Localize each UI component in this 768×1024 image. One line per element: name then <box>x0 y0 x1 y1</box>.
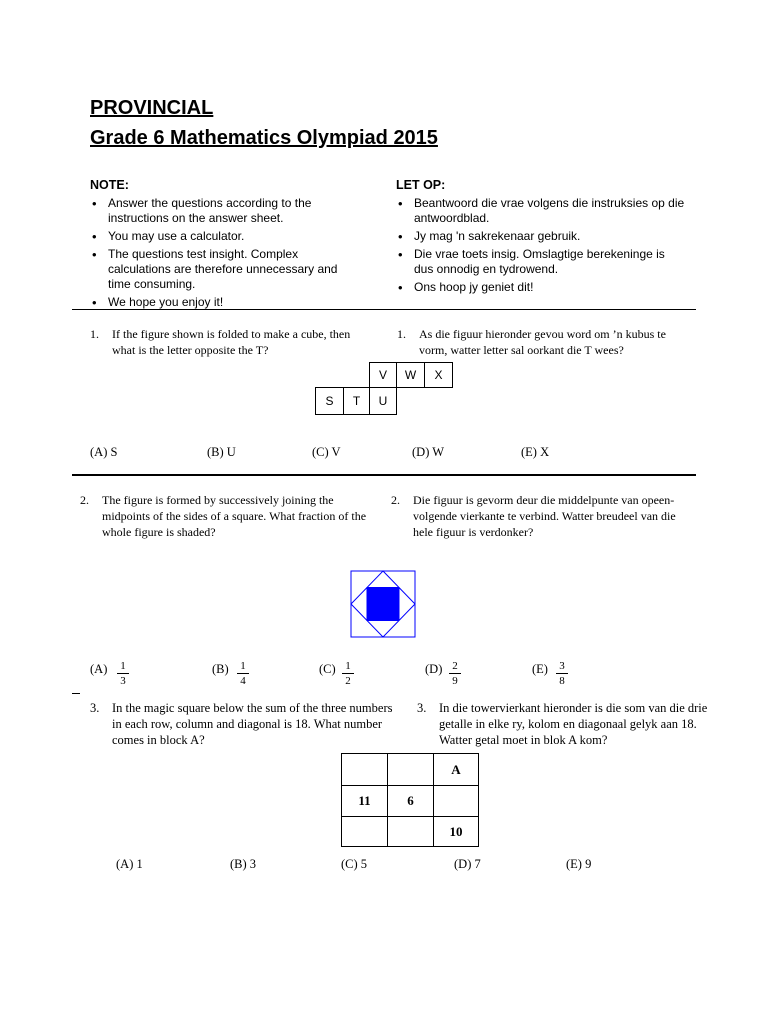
magic-square-cell: 11 <box>341 785 388 817</box>
divider <box>72 309 696 310</box>
net-cell: X <box>424 362 453 388</box>
note-item-en: • We hope you enjoy it! <box>90 295 360 310</box>
option-d: (D) 7 <box>454 857 481 871</box>
nested-squares-figure <box>350 570 416 638</box>
divider <box>72 474 696 476</box>
note-item-af: • Die vrae toets insig. Omslagtige berekeninge is dus onnodig en tydrowend. <box>396 247 686 277</box>
magic-square-cell <box>341 753 388 786</box>
note-heading-af: LET OP: <box>396 178 446 192</box>
option-a-fraction: $\frac{1}{3}$ <box>117 660 129 687</box>
question-1-af <box>397 326 697 360</box>
question-text: As die figuur hieronder gevou word om ’n kubus te vorm, watter letter sal oorkant die T wees? <box>419 327 666 357</box>
option-d-fraction: $\frac{2}{9}$ <box>449 660 461 687</box>
net-cell: W <box>396 362 425 388</box>
question-text: In die towervierkant hieronder is die som van die drie getalle in elke ry, kolom en diagonaal gelyk aan 18. Watter getal moet in blok A kom? <box>439 701 708 747</box>
question-number: 3. <box>417 701 427 715</box>
question-2-en <box>80 492 380 542</box>
note-item-af: • Jy mag 'n sakrekenaar gebruik. <box>396 229 686 244</box>
question-number: 2. <box>80 493 89 507</box>
note-item-en: • Answer the questions according to the instructions on the answer sheet. <box>90 196 360 226</box>
magic-square-cell <box>387 753 434 786</box>
magic-square-cell: 6 <box>387 785 434 817</box>
option-b-label: (B) <box>212 662 229 676</box>
question-text: The figure is formed by successively joining the midpoints of the sides of a square. What fraction of the whole figure is shaded? <box>102 493 367 539</box>
note-item-en: • You may use a calculator. <box>90 229 360 244</box>
option-a-label: (A) <box>90 662 108 676</box>
option-c: (C) 5 <box>341 857 368 871</box>
option-d: (D) W <box>412 445 445 459</box>
option-c: (C) V <box>312 445 341 459</box>
question-3-af <box>417 700 717 750</box>
note-heading-en: NOTE: <box>90 178 129 192</box>
margin-mark <box>72 693 80 694</box>
option-b-fraction: $\frac{1}{4}$ <box>237 660 249 687</box>
question-text: In the magic square below the sum of the three numbers in each row, column and diagonal is 18. What number comes in block A? <box>112 701 393 747</box>
question-1-en <box>90 326 380 360</box>
question-number: 3. <box>90 701 100 715</box>
magic-square-cell <box>433 785 479 817</box>
magic-square-cell-a: A <box>433 753 479 786</box>
option-d-label: (D) <box>425 662 443 676</box>
option-e: (E) X <box>521 445 550 459</box>
net-cell: S <box>315 387 344 415</box>
note-item-af: • Beantwoord die vrae volgens die instruksies op die antwoordblad. <box>396 196 686 226</box>
option-a: (A) 1 <box>116 857 143 871</box>
page-title-provincial: PROVINCIAL <box>90 97 214 119</box>
option-c-label: (C) <box>319 662 336 676</box>
question-number: 2. <box>391 493 400 507</box>
question-text: If the figure shown is folded to make a cube, then what is the letter opposite the T? <box>112 327 351 357</box>
question-number: 1. <box>397 327 406 341</box>
net-cell: T <box>343 387 370 415</box>
option-e-fraction: $\frac{3}{8}$ <box>556 660 568 687</box>
option-b: (B) U <box>207 445 236 459</box>
magic-square-cell <box>387 816 434 847</box>
question-text: Die figuur is gevorm deur die middelpunte van opeen-volgende vierkante te verbind. Watter breudeel van die hele figuur is verdonker? <box>413 493 676 539</box>
option-e: (E) 9 <box>566 857 592 871</box>
question-number: 1. <box>90 327 99 341</box>
option-b: (B) 3 <box>230 857 257 871</box>
shaded-square <box>367 588 399 621</box>
note-item-af: • Ons hoop jy geniet dit! <box>396 280 686 295</box>
option-a: (A) S <box>90 445 118 459</box>
net-cell: U <box>369 387 397 415</box>
magic-square-cell: 10 <box>433 816 479 847</box>
option-c-fraction: $\frac{1}{2}$ <box>342 660 354 687</box>
option-e-label: (E) <box>532 662 548 676</box>
note-list-en <box>90 196 360 313</box>
page-title-olympiad: Grade 6 Mathematics Olympiad 2015 <box>90 127 438 149</box>
note-item-en: • The questions test insight. Complex calculations are therefore unnecessary and time consuming. <box>90 247 360 292</box>
question-3-en <box>90 700 400 750</box>
note-list-af <box>396 196 686 298</box>
question-2-af <box>391 492 691 542</box>
net-cell: V <box>369 362 397 388</box>
magic-square-cell <box>341 816 388 847</box>
